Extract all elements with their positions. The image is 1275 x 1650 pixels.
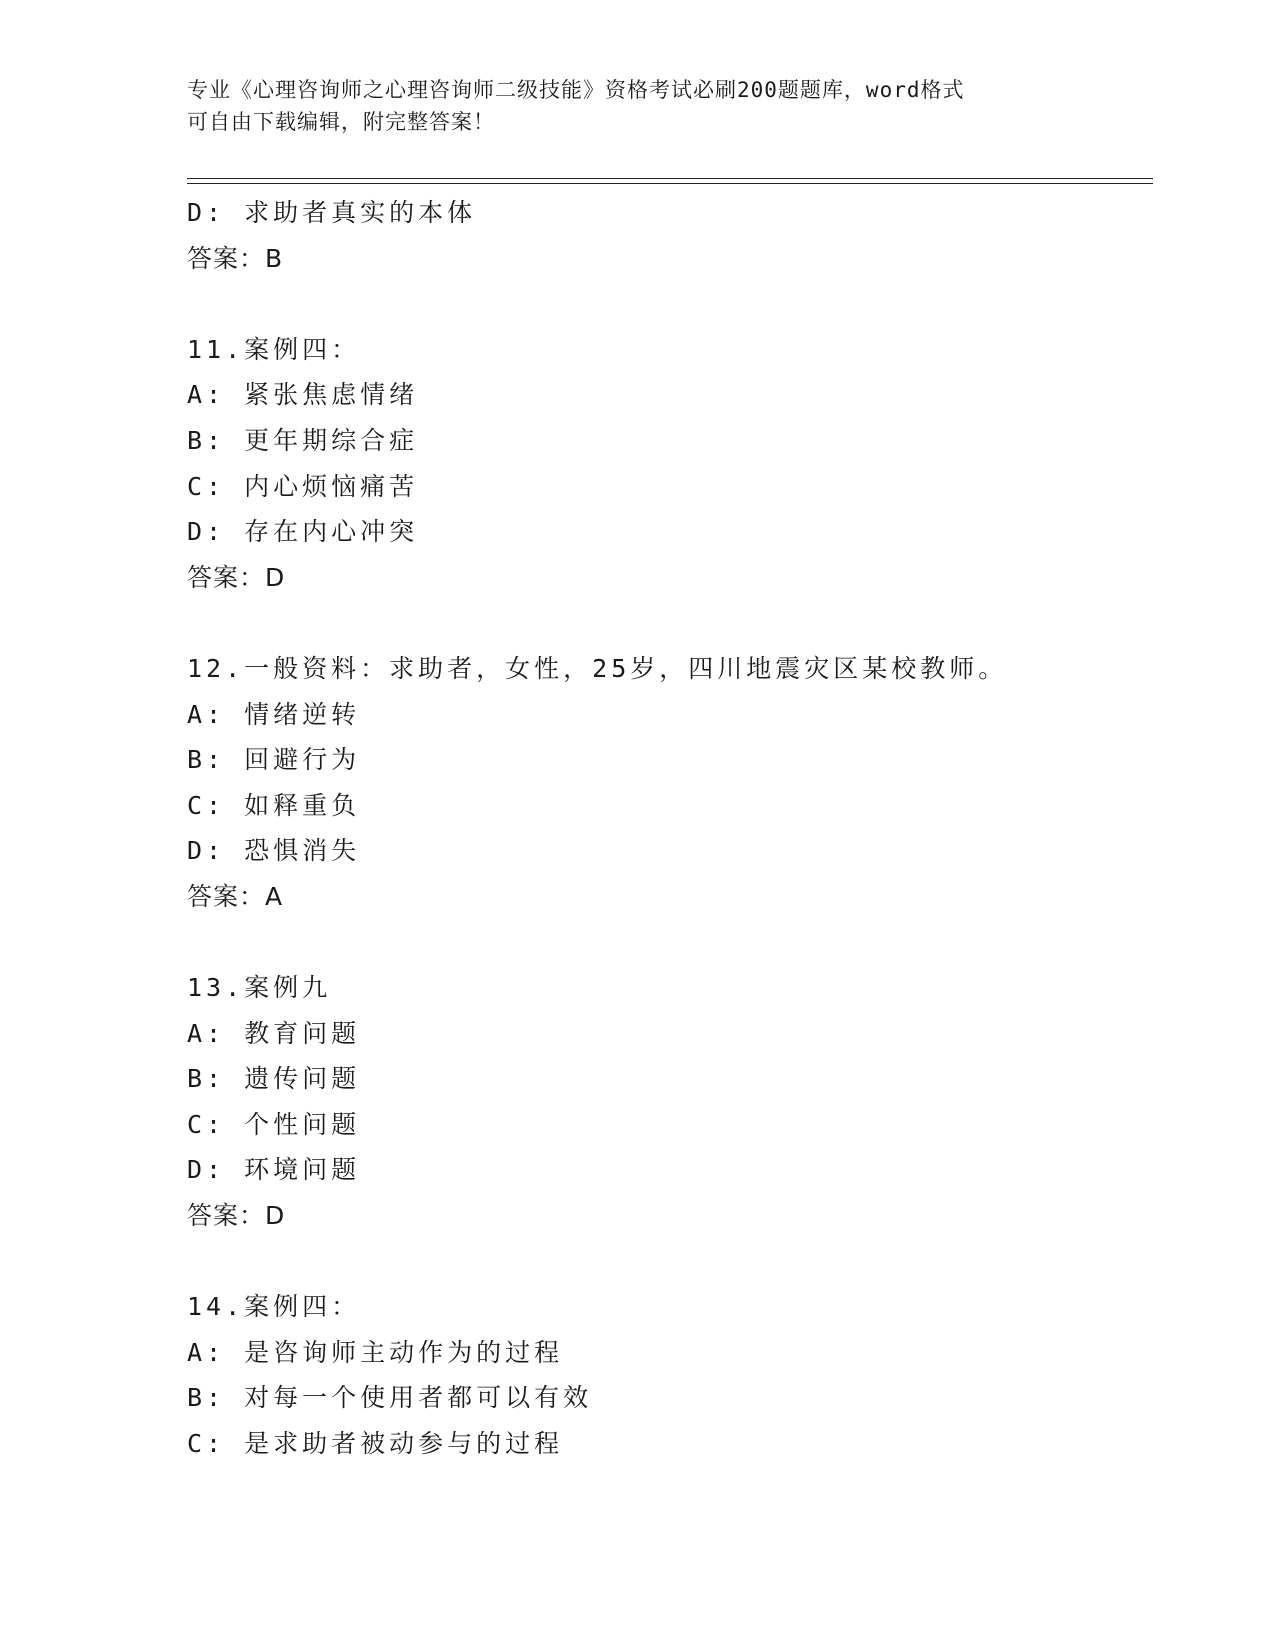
option-line: A: 情绪逆转 bbox=[187, 699, 361, 729]
question-stem: 14.案例四： bbox=[187, 1292, 361, 1322]
option-line: A: 紧张焦虑情绪 bbox=[187, 380, 419, 410]
option-line: B: 对每一个使用者都可以有效 bbox=[187, 1383, 593, 1413]
question-block bbox=[187, 646, 1153, 920]
block-spacer bbox=[187, 281, 1153, 327]
option-line: C: 是求助者被动参与的过程 bbox=[187, 1429, 564, 1459]
question-block bbox=[187, 965, 1153, 1239]
option-line: C: 如释重负 bbox=[187, 790, 361, 820]
option-line: B: 遗传问题 bbox=[187, 1064, 361, 1094]
answer-line: 答案：B bbox=[187, 243, 284, 273]
question-stem: 11.案例四： bbox=[187, 334, 361, 364]
block-spacer bbox=[187, 1239, 1153, 1285]
answer-line: 答案：D bbox=[187, 1201, 286, 1231]
block-spacer bbox=[187, 920, 1153, 966]
header-line-1: 专业《心理咨询师之心理咨询师二级技能》资格考试必刷200题题库，word格式 bbox=[187, 78, 965, 102]
answer-line: 答案：A bbox=[187, 881, 284, 911]
question-block bbox=[187, 190, 1153, 281]
option-line: D: 环境问题 bbox=[187, 1155, 361, 1185]
document-header bbox=[187, 74, 1087, 138]
document-body bbox=[187, 190, 1153, 1467]
option-line: A: 是咨询师主动作为的过程 bbox=[187, 1337, 564, 1367]
header-line-2: 可自由下载编辑，附完整答案！ bbox=[187, 110, 495, 134]
question-block bbox=[187, 327, 1153, 601]
option-line: D: 恐惧消失 bbox=[187, 836, 361, 866]
option-line: C: 个性问题 bbox=[187, 1109, 361, 1139]
question-stem: 13.案例九 bbox=[187, 973, 332, 1003]
header-rule-top bbox=[187, 178, 1153, 179]
question-stem: 12.一般资料：求助者，女性，25岁，四川地震灾区某校教师。 bbox=[187, 653, 1008, 683]
option-line: B: 更年期综合症 bbox=[187, 425, 419, 455]
option-line: D: 求助者真实的本体 bbox=[187, 198, 477, 227]
option-line: A: 教育问题 bbox=[187, 1018, 361, 1048]
answer-line: 答案：D bbox=[187, 562, 286, 592]
option-line: D: 存在内心冲突 bbox=[187, 517, 419, 547]
question-block bbox=[187, 1284, 1153, 1466]
option-line: C: 内心烦恼痛苦 bbox=[187, 471, 419, 501]
header-rule-bottom bbox=[187, 183, 1153, 184]
block-spacer bbox=[187, 600, 1153, 646]
option-line: B: 回避行为 bbox=[187, 745, 361, 775]
